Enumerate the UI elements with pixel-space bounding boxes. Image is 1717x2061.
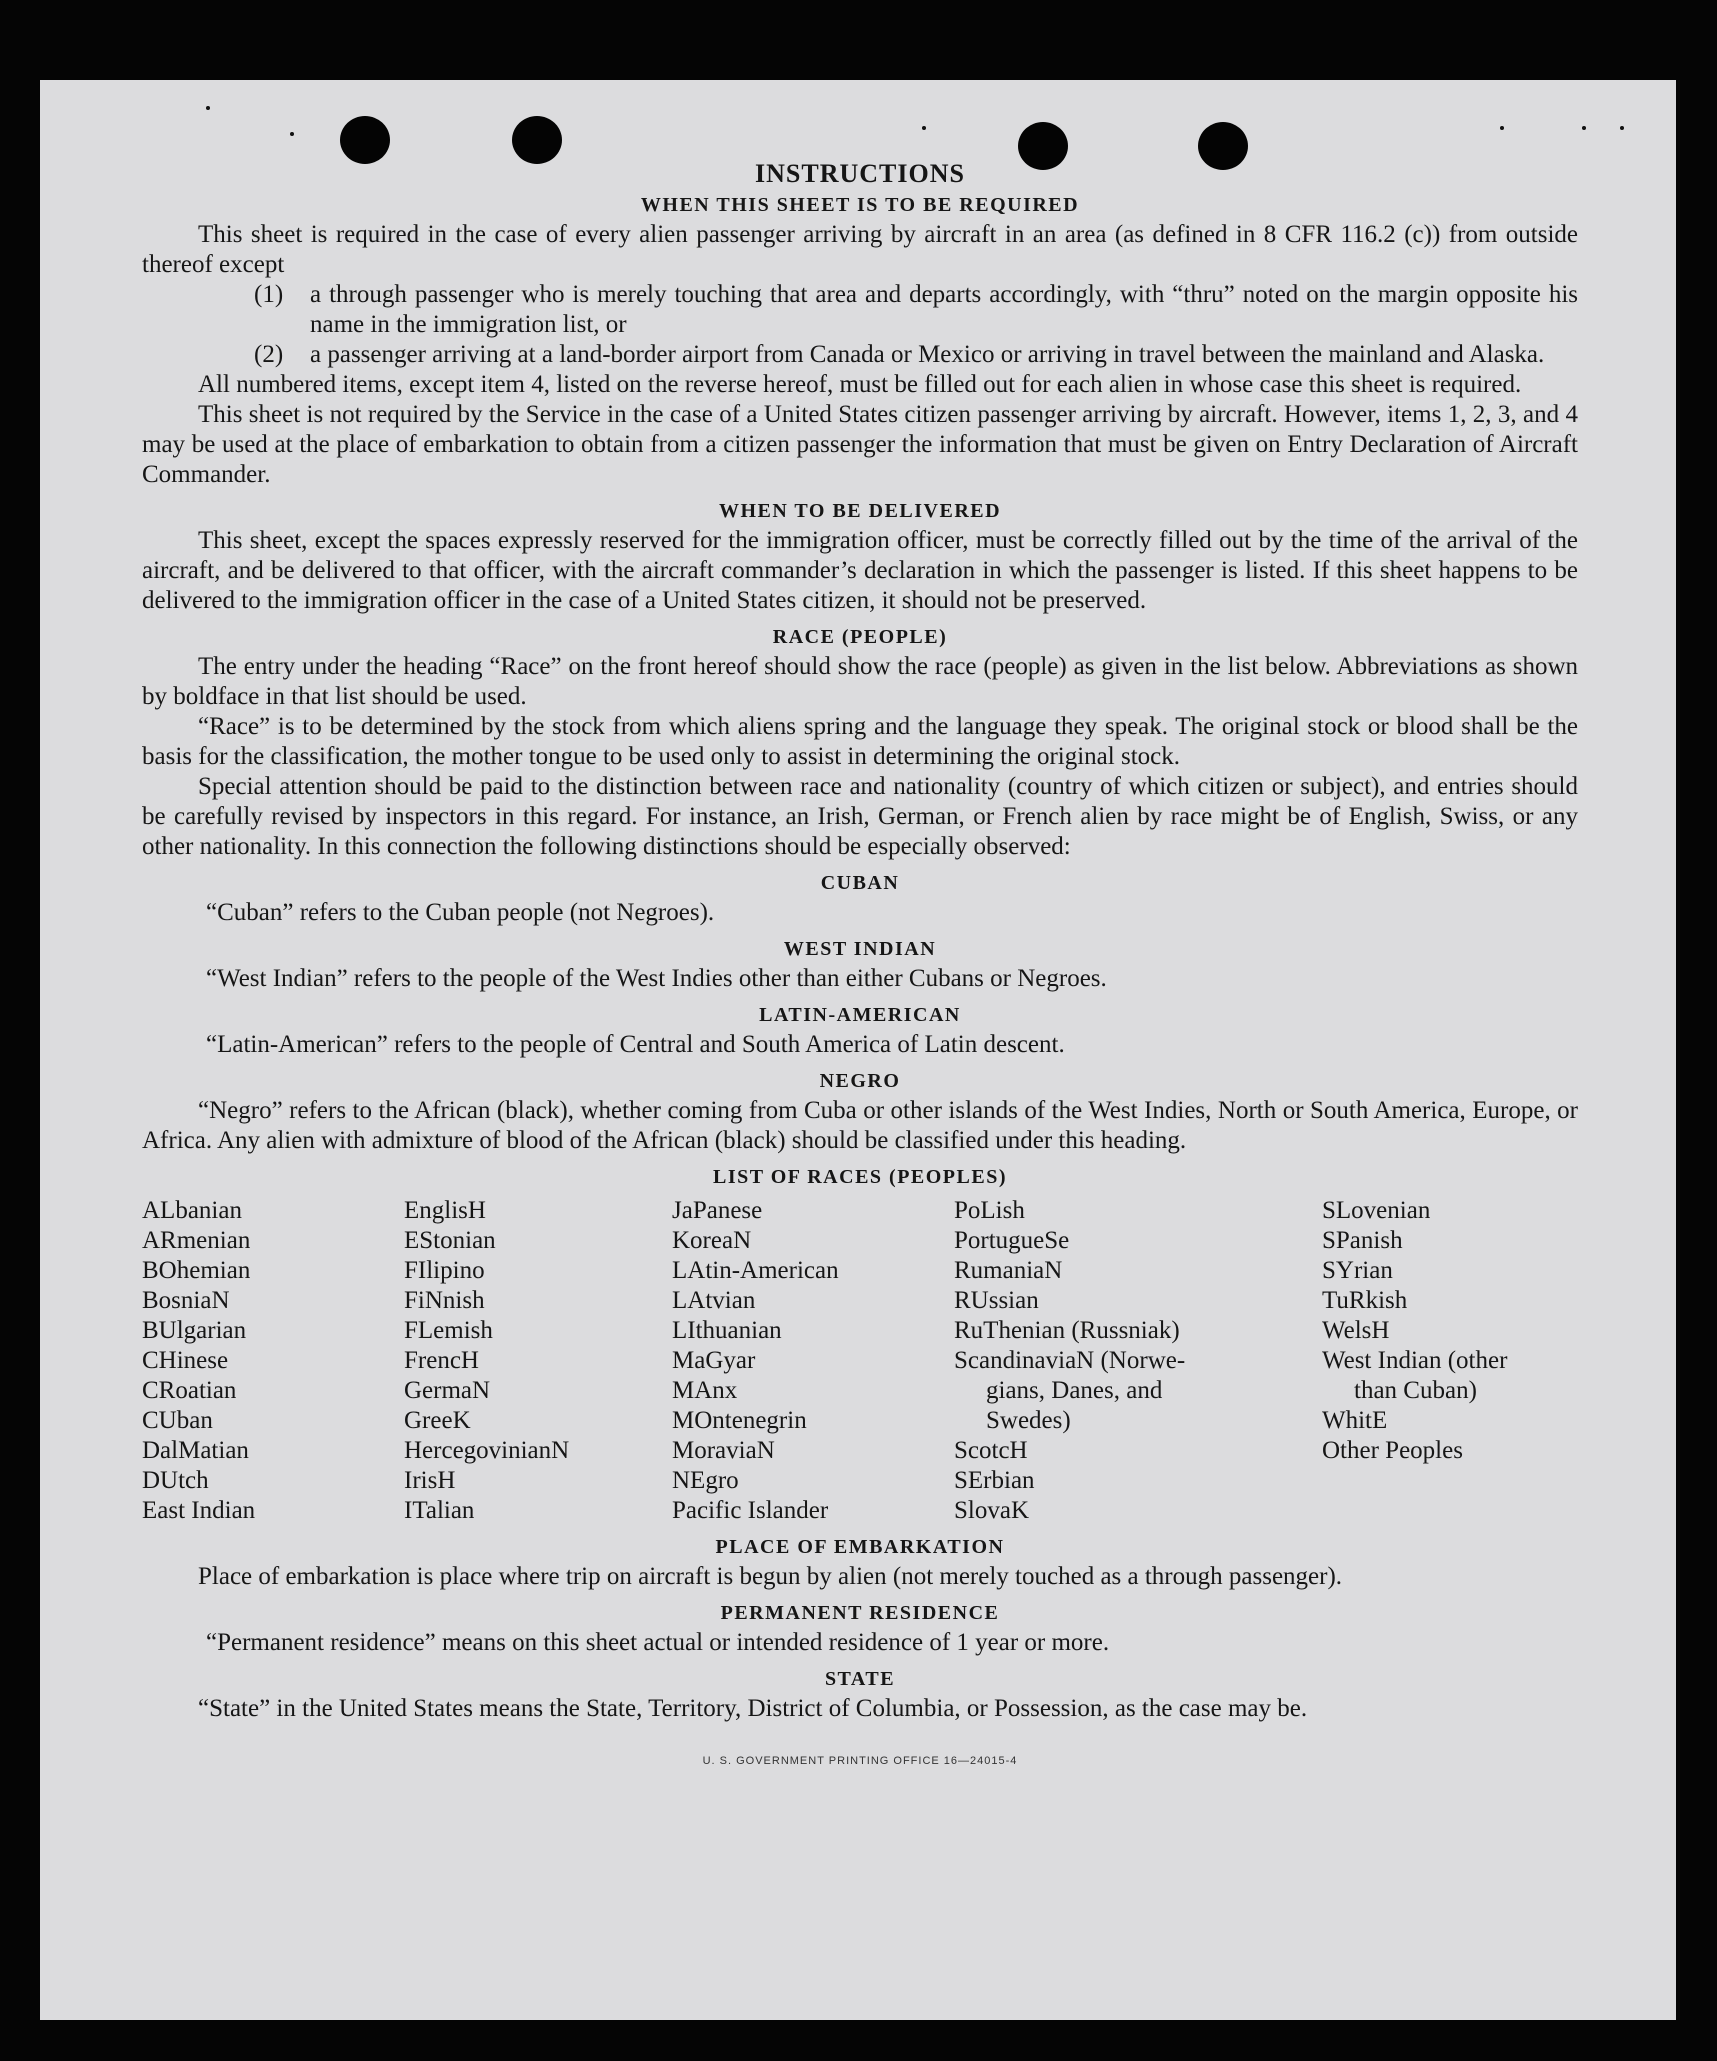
races-column-1 [142, 1196, 404, 1526]
race-entry: IrisH [404, 1467, 456, 1494]
race-entry: FLemish [404, 1317, 493, 1344]
race-entry: Other Peoples [1322, 1437, 1463, 1464]
race-entry: CHinese [142, 1347, 229, 1374]
dust-speck [922, 126, 926, 130]
race-entry: ITalian [404, 1497, 475, 1524]
races-table [142, 1196, 1578, 1526]
race-entry: SErbian [954, 1467, 1035, 1494]
race-entry: East Indian [142, 1497, 256, 1524]
printing-office-footer: U. S. GOVERNMENT PRINTING OFFICE 16—24015-4 [702, 1755, 1018, 1767]
race-entry: SYrian [1322, 1257, 1393, 1284]
west-indian-text: “West Indian” refers to the people of the West Indies other than either Cubans or Negroes. [206, 965, 1107, 992]
race-entry: LAtvian [672, 1287, 756, 1314]
race-entry: RUssian [954, 1287, 1039, 1314]
race-entry: MAnx [672, 1377, 738, 1404]
heading-west-indian: WEST INDIAN [783, 938, 937, 960]
race-entry: ARmenian [142, 1227, 251, 1254]
heading-permanent-residence: PERMANENT RESIDENCE [720, 1602, 1000, 1624]
dust-speck [1582, 126, 1586, 130]
instructions-body [142, 150, 1578, 1776]
race-entry: NEgro [672, 1467, 739, 1494]
document-sheet [40, 80, 1676, 2020]
heading-when-required: WHEN THIS SHEET IS TO BE REQUIRED [640, 194, 1080, 216]
race-entry: Pacific Islander [672, 1497, 829, 1524]
races-column-3 [672, 1196, 954, 1526]
race-entry: SLovenian [1322, 1197, 1431, 1224]
state-text: “State” in the United States means the State, Territory, District of Columbia, or Possession, as the case may be. [198, 1695, 1308, 1722]
cuban-text: “Cuban” refers to the Cuban people (not Negroes). [206, 899, 715, 926]
item-number: (2) [254, 341, 284, 368]
race-entry: LAtin-American [672, 1257, 839, 1284]
race-entry: GreeK [404, 1407, 471, 1434]
race-entry: JaPanese [672, 1197, 763, 1224]
race-entry: BOhemian [142, 1257, 251, 1284]
races-column-2 [404, 1196, 672, 1526]
race-entry: FIlipino [404, 1257, 485, 1284]
dust-speck [290, 132, 294, 136]
race-entry: PortugueSe [954, 1227, 1070, 1254]
heading-when-delivered: WHEN TO BE DELIVERED [718, 500, 1002, 522]
heading-cuban: CUBAN [820, 872, 900, 894]
race-para1: The entry under the heading “Race” on the front hereof should show the race (people) as given in the list below. Abbreviations as shown by boldface in that list should be used. [142, 653, 1578, 710]
race-entry: LIthuanian [672, 1317, 782, 1344]
page-title: INSTRUCTIONS [755, 159, 965, 188]
race-entry: KoreaN [672, 1227, 752, 1254]
race-entry: EStonian [404, 1227, 496, 1254]
embarkation-text: Place of embarkation is place where trip on aircraft is begun by alien (not merely touched as a through passenger). [198, 1563, 1343, 1590]
race-entry: BosniaN [142, 1287, 230, 1314]
when-delivered-text: This sheet, except the spaces expressly reserved for the immigration officer, must be correctly filled out by the time of the arrival of the aircraft, and be delivered to that officer, with the aircraft commander’s declaration in which the passenger is listed. If this sheet happens to be delivered to the immigration officer in the case of a United States citizen, it should not be preserved. [142, 527, 1578, 614]
item-number: (1) [254, 281, 284, 308]
race-entry: FrencH [404, 1347, 479, 1374]
race-entry: MOntenegrin [672, 1407, 807, 1434]
dust-speck [206, 106, 210, 110]
race-entry: ScotcH [954, 1437, 1028, 1464]
when-required-para3: This sheet is not required by the Service in the case of a United States citizen passenger arriving by aircraft. However, items 1, 2, 3, and 4 may be used at the place of embarkation to obtain from a citizen passenger the information that must be given on Entry Declaration of Aircraft Commander. [142, 401, 1578, 488]
exception-item [142, 340, 1578, 370]
race-entry: WelsH [1322, 1317, 1390, 1344]
race-entry: RumaniaN [954, 1257, 1063, 1284]
heading-negro: NEGRO [819, 1070, 901, 1092]
item-text: a through passenger who is merely touching that area and departs accordingly, with “thru” noted on the margin opposite his name in the immigration list, or [310, 281, 1578, 338]
residence-text: “Permanent residence” means on this sheet actual or intended residence of 1 year or more. [206, 1629, 1110, 1656]
dust-speck [1620, 126, 1624, 130]
race-entry-continuation: Swedes) [986, 1407, 1071, 1434]
race-entry: TuRkish [1322, 1287, 1408, 1314]
race-para3: Special attention should be paid to the distinction between race and nationality (country of which citizen or subject), and entries should be carefully revised by inspectors in this regard. For instance, an Irish, German, or French alien by race might be of English, Swiss, or any other nationality. In this connection the following distinctions should be especially observed: [142, 773, 1578, 860]
heading-race: RACE (PEOPLE) [772, 626, 948, 648]
race-entry-continuation: than Cuban) [1354, 1377, 1477, 1404]
race-entry: CUban [142, 1407, 213, 1434]
race-entry: ALbanian [142, 1197, 242, 1224]
race-entry: West Indian (other [1322, 1347, 1508, 1374]
item-text: a passenger arriving at a land-border airport from Canada or Mexico or arriving in travel between the mainland and Alaska. [310, 341, 1545, 368]
dust-speck [1500, 126, 1504, 130]
heading-embarkation: PLACE OF EMBARKATION [715, 1536, 1005, 1558]
race-entry: RuThenian (Russniak) [954, 1317, 1180, 1344]
race-entry: ScandinaviaN (Norwe- [954, 1347, 1186, 1374]
heading-list-of-races: LIST OF RACES (PEOPLES) [712, 1166, 1007, 1188]
heading-state: STATE [824, 1668, 896, 1690]
race-para2: “Race” is to be determined by the stock from which aliens spring and the language they speak. The original stock or blood shall be the basis for the classification, the mother tongue to be used only to assist in determining the original stock. [142, 713, 1578, 770]
race-entry-continuation: gians, Danes, and [986, 1377, 1163, 1404]
exception-item [142, 280, 1578, 340]
races-column-4 [954, 1196, 1322, 1526]
race-entry: DalMatian [142, 1437, 249, 1464]
latin-american-text: “Latin-American” refers to the people of Central and South America of Latin descent. [206, 1031, 1065, 1058]
races-column-5 [1322, 1196, 1578, 1526]
race-entry: MaGyar [672, 1347, 756, 1374]
when-required-intro: This sheet is required in the case of every alien passenger arriving by aircraft in an area (as defined in 8 CFR 116.2 (c)) from outside thereof except [142, 221, 1578, 278]
race-entry: BUlgarian [142, 1317, 247, 1344]
race-entry: FiNnish [404, 1287, 485, 1314]
race-entry: GermaN [404, 1377, 491, 1404]
race-entry: DUtch [142, 1467, 209, 1494]
when-required-para2: All numbered items, except item 4, listed on the reverse hereof, must be filled out for each alien in whose case this sheet is required. [198, 371, 1522, 398]
race-entry: MoraviaN [672, 1437, 775, 1464]
heading-latin-american: LATIN-AMERICAN [759, 1004, 961, 1026]
race-entry: CRoatian [142, 1377, 237, 1404]
race-entry: SPanish [1322, 1227, 1403, 1254]
race-entry: WhitE [1322, 1407, 1388, 1434]
negro-text: “Negro” refers to the African (black), whether coming from Cuba or other islands of the West Indies, North or South America, Europe, or Africa. Any alien with admixture of blood of the African (black) should be classified under this heading. [142, 1097, 1578, 1154]
race-entry: EnglisH [404, 1197, 486, 1224]
race-entry: SlovaK [954, 1497, 1029, 1524]
race-entry: HercegovinianN [404, 1437, 570, 1464]
race-entry: PoLish [954, 1197, 1025, 1224]
